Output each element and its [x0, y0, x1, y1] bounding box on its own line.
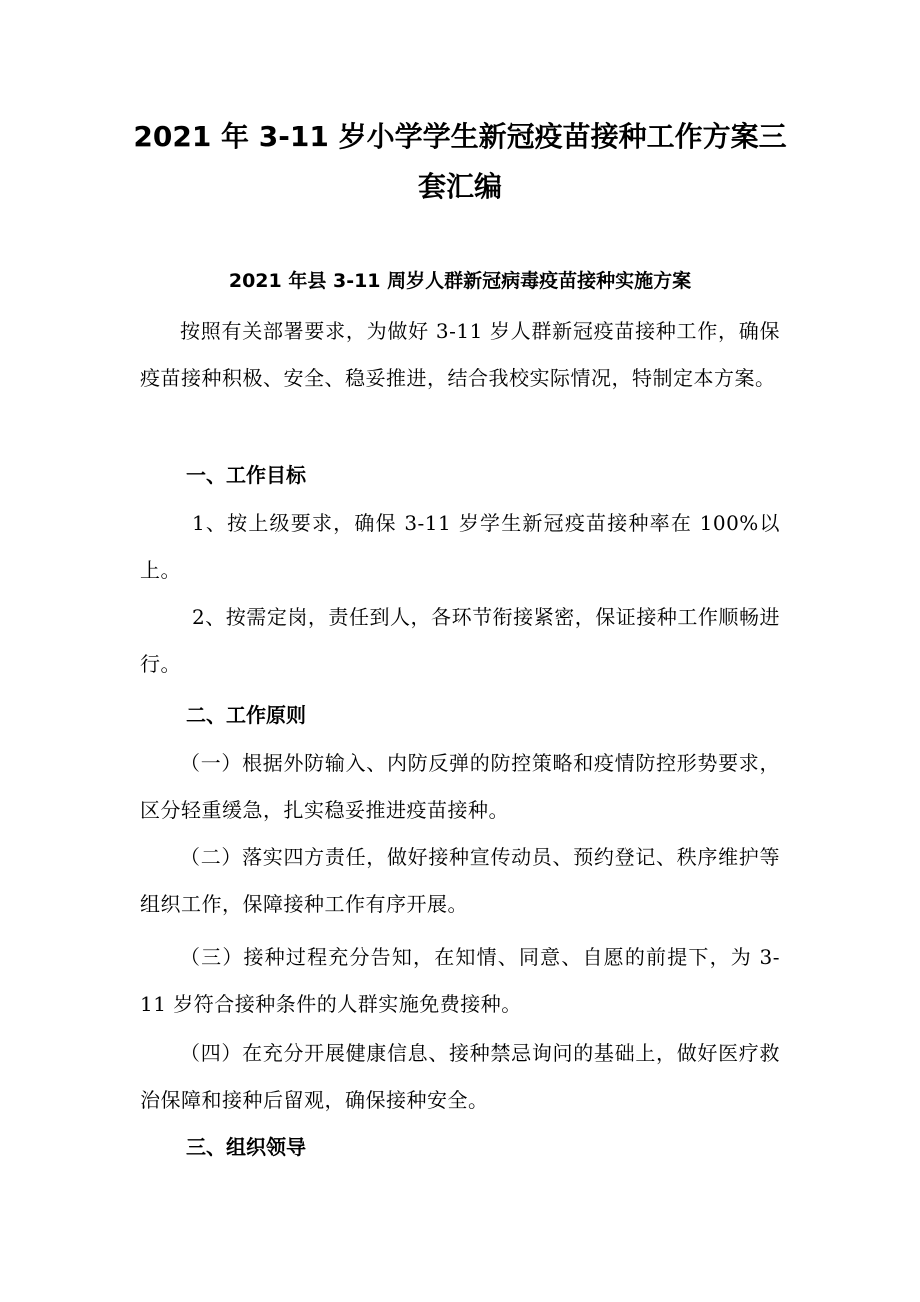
principle-item-2: （二）落实四方责任，做好接种宣传动员、预约登记、秩序维护等组织工作，保障接种工作有序开展。 — [140, 845, 780, 916]
principle-item-3: （三）接种过程充分告知，在知情、同意、自愿的前提下，为 3-11 岁符合接种条件的人群实施免费接种。 — [140, 945, 780, 1016]
intro-paragraph: 按照有关部署要求，为做好 3-11 岁人群新冠疫苗接种工作，确保疫苗接种积极、安全、稳妥推进，结合我校实际情况，特制定本方案。 — [140, 319, 780, 390]
principle-item-1: （一）根据外防输入、内防反弹的防控策略和疫情防控形势要求，区分轻重缓急，扎实稳妥推进疫苗接种。 — [140, 751, 780, 822]
document-title: 2021 年 3-11 岁小学学生新冠疫苗接种工作方案三套汇编 — [133, 120, 787, 203]
goal-item-2: 2、按需定岗，责任到人，各环节衔接紧密，保证接种工作顺畅进行。 — [140, 605, 780, 676]
section-heading-organization: 三、组织领导 — [186, 1135, 306, 1159]
plan-subtitle: 2021 年县 3-11 周岁人群新冠病毒疫苗接种实施方案 — [228, 270, 692, 292]
goal-item-1: 1、按上级要求，确保 3-11 岁学生新冠疫苗接种率在 100%以上。 — [140, 511, 780, 582]
section-heading-goals: 一、工作目标 — [186, 463, 306, 487]
principle-item-4: （四）在充分开展健康信息、接种禁忌询问的基础上，做好医疗救治保障和接种后留观，确保接种安全。 — [140, 1041, 780, 1112]
section-heading-principles: 二、工作原则 — [186, 703, 306, 727]
